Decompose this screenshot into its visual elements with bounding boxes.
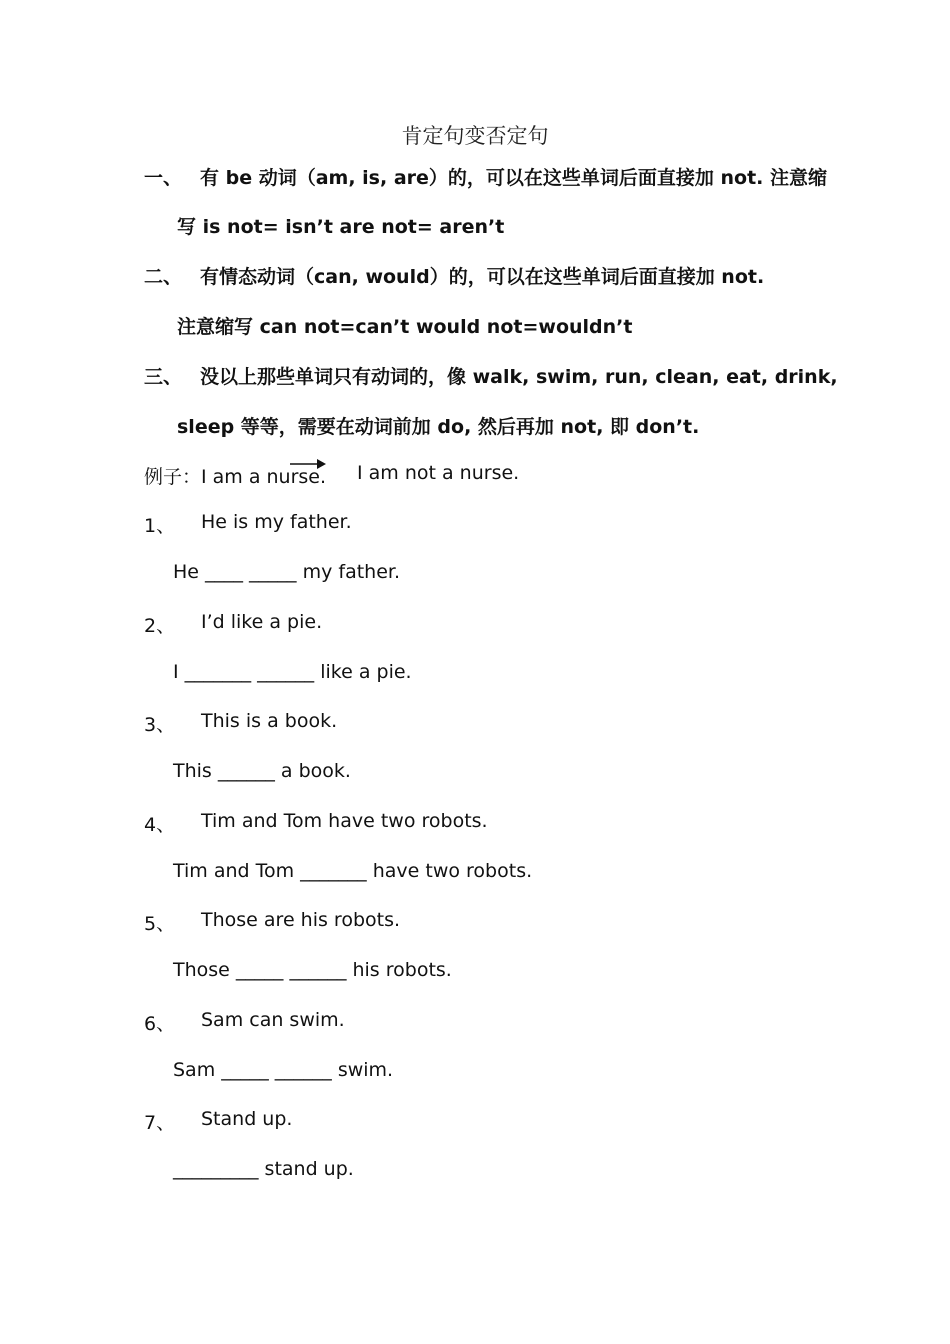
exercise-4-question: Tim and Tom have two robots. <box>201 810 488 832</box>
exercise-1-number: 1、 <box>144 515 176 537</box>
exercise-1-question: He is my father. <box>201 511 352 533</box>
rule-1-continuation: 写 is not= isn’t are not= aren’t <box>177 216 505 238</box>
right-arrow-icon <box>290 458 326 470</box>
rule-2-text: 有情态动词（can, would）的，可以在这些单词后面直接加 not. <box>200 266 765 288</box>
page-title: 肯定句变否定句 <box>401 124 549 148</box>
exercise-2-number: 2、 <box>144 615 176 637</box>
exercise-1-answer: He ____ _____ my father. <box>173 561 401 583</box>
example-sentence: 例子：I am a nurse. <box>144 466 327 488</box>
exercise-3-question: This is a book. <box>201 710 338 732</box>
exercise-2-question: I’d like a pie. <box>201 611 323 633</box>
rule-2-marker: 二、 <box>144 266 183 288</box>
rule-3-text: 没以上那些单词只有动词的，像 walk, swim, run, clean, eat, drink, <box>200 366 838 388</box>
exercise-4-number: 4、 <box>144 814 176 836</box>
exercise-6-answer: Sam _____ ______ swim. <box>173 1059 394 1081</box>
rule-2-continuation: 注意缩写 can not=can’t would not=wouldn’t <box>177 316 633 338</box>
rule-3-marker: 三、 <box>144 366 183 388</box>
exercise-4-answer: Tim and Tom _______ have two robots. <box>173 860 533 882</box>
exercise-7-number: 7、 <box>144 1112 176 1134</box>
exercise-6-question: Sam can swim. <box>201 1009 345 1031</box>
exercise-2-answer: I _______ ______ like a pie. <box>173 661 412 683</box>
exercise-5-question: Those are his robots. <box>201 909 401 931</box>
exercise-6-number: 6、 <box>144 1013 176 1035</box>
exercise-7-answer: _________ stand up. <box>173 1158 354 1180</box>
exercise-3-answer: This ______ a book. <box>173 760 351 782</box>
exercise-5-number: 5、 <box>144 913 176 935</box>
rule-3-continuation: sleep 等等，需要在动词前加 do, 然后再加 not, 即 don’t. <box>177 416 700 438</box>
example-result: I am not a nurse. <box>357 462 520 484</box>
rule-1-text: 有 be 动词（am, is, are）的，可以在这些单词后面直接加 not. 注意缩 <box>200 167 828 189</box>
exercise-5-answer: Those _____ ______ his robots. <box>173 959 452 981</box>
exercise-3-number: 3、 <box>144 714 176 736</box>
rule-1-marker: 一、 <box>144 167 183 189</box>
exercise-7-question: Stand up. <box>201 1108 293 1130</box>
